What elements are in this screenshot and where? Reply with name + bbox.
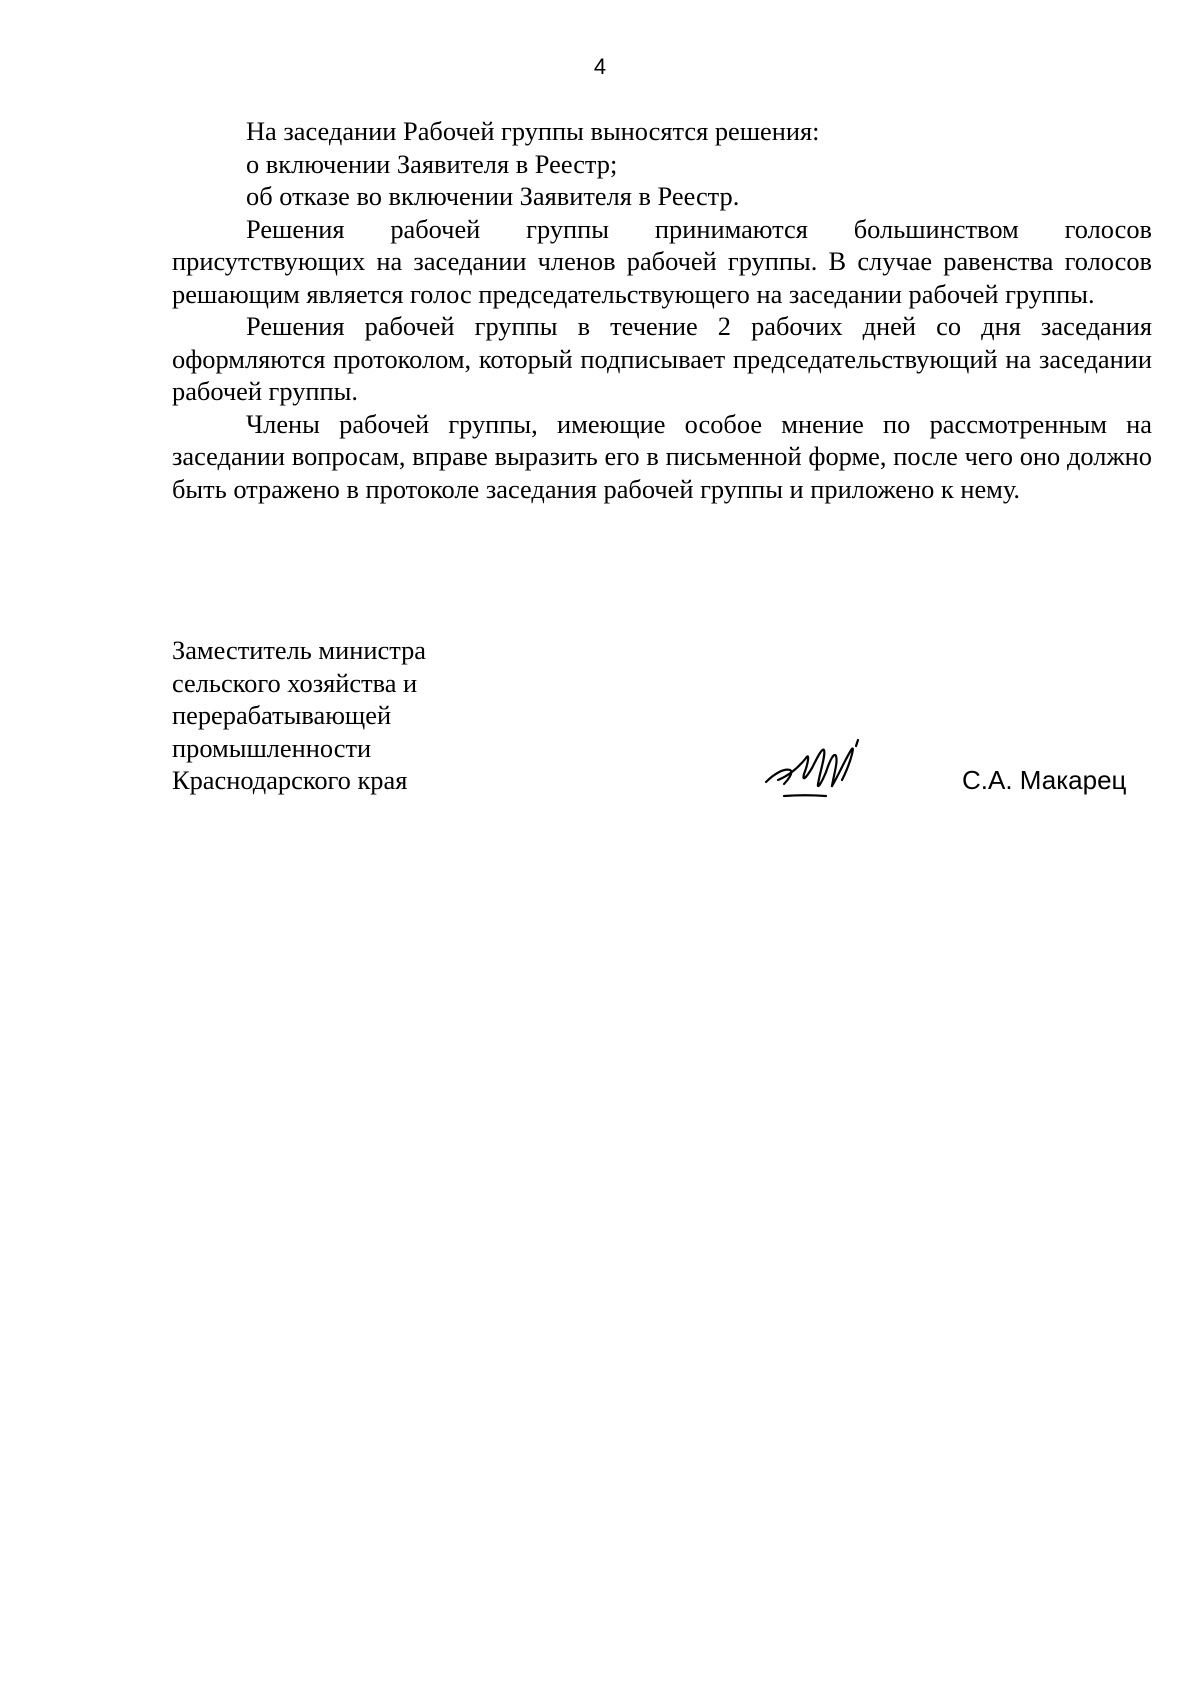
position-line: Заместитель министра xyxy=(172,635,426,665)
paragraph-dissenting-opinion: Члены рабочей группы, имеющие особое мнение по рассмотренным на заседании вопросам, вправе выразить его в письменной форме, после чего оно должно быть отражено в протоколе заседания рабочей группы и приложено к нему. xyxy=(172,408,1152,504)
page-number: 4 xyxy=(593,54,607,79)
position-line: сельского хозяйства и xyxy=(172,667,418,698)
paragraph-majority-vote: Решения рабочей группы принимаются большинством голосов присутствующих на заседании членов рабочей группы. В случае равенства голосов решающим является голос председательствующего на заседании рабочей группы. xyxy=(172,213,1152,309)
paragraph-decision-include: о включении Заявителя в Реестр; xyxy=(246,148,618,179)
position-line: перерабатывающей xyxy=(172,700,392,730)
position-line: промышленности xyxy=(172,732,372,763)
document-body xyxy=(172,115,1152,505)
paragraph-protocol: Решения рабочей группы в течение 2 рабочих дней со дня заседания оформляются протоколом, который подписывает председательствующий на заседании рабочей группы. xyxy=(172,311,1152,406)
position-line: Краснодарского края xyxy=(172,765,408,795)
paragraph-decision-refuse: об отказе во включении Заявителя в Реестр. xyxy=(246,181,740,211)
signatory-name: С.А. Макарец xyxy=(962,765,1127,795)
signatory-position xyxy=(172,634,426,797)
handwritten-signature xyxy=(764,734,892,808)
paragraph-decisions-intro: На заседании Рабочей группы выносятся решения: xyxy=(246,116,820,146)
